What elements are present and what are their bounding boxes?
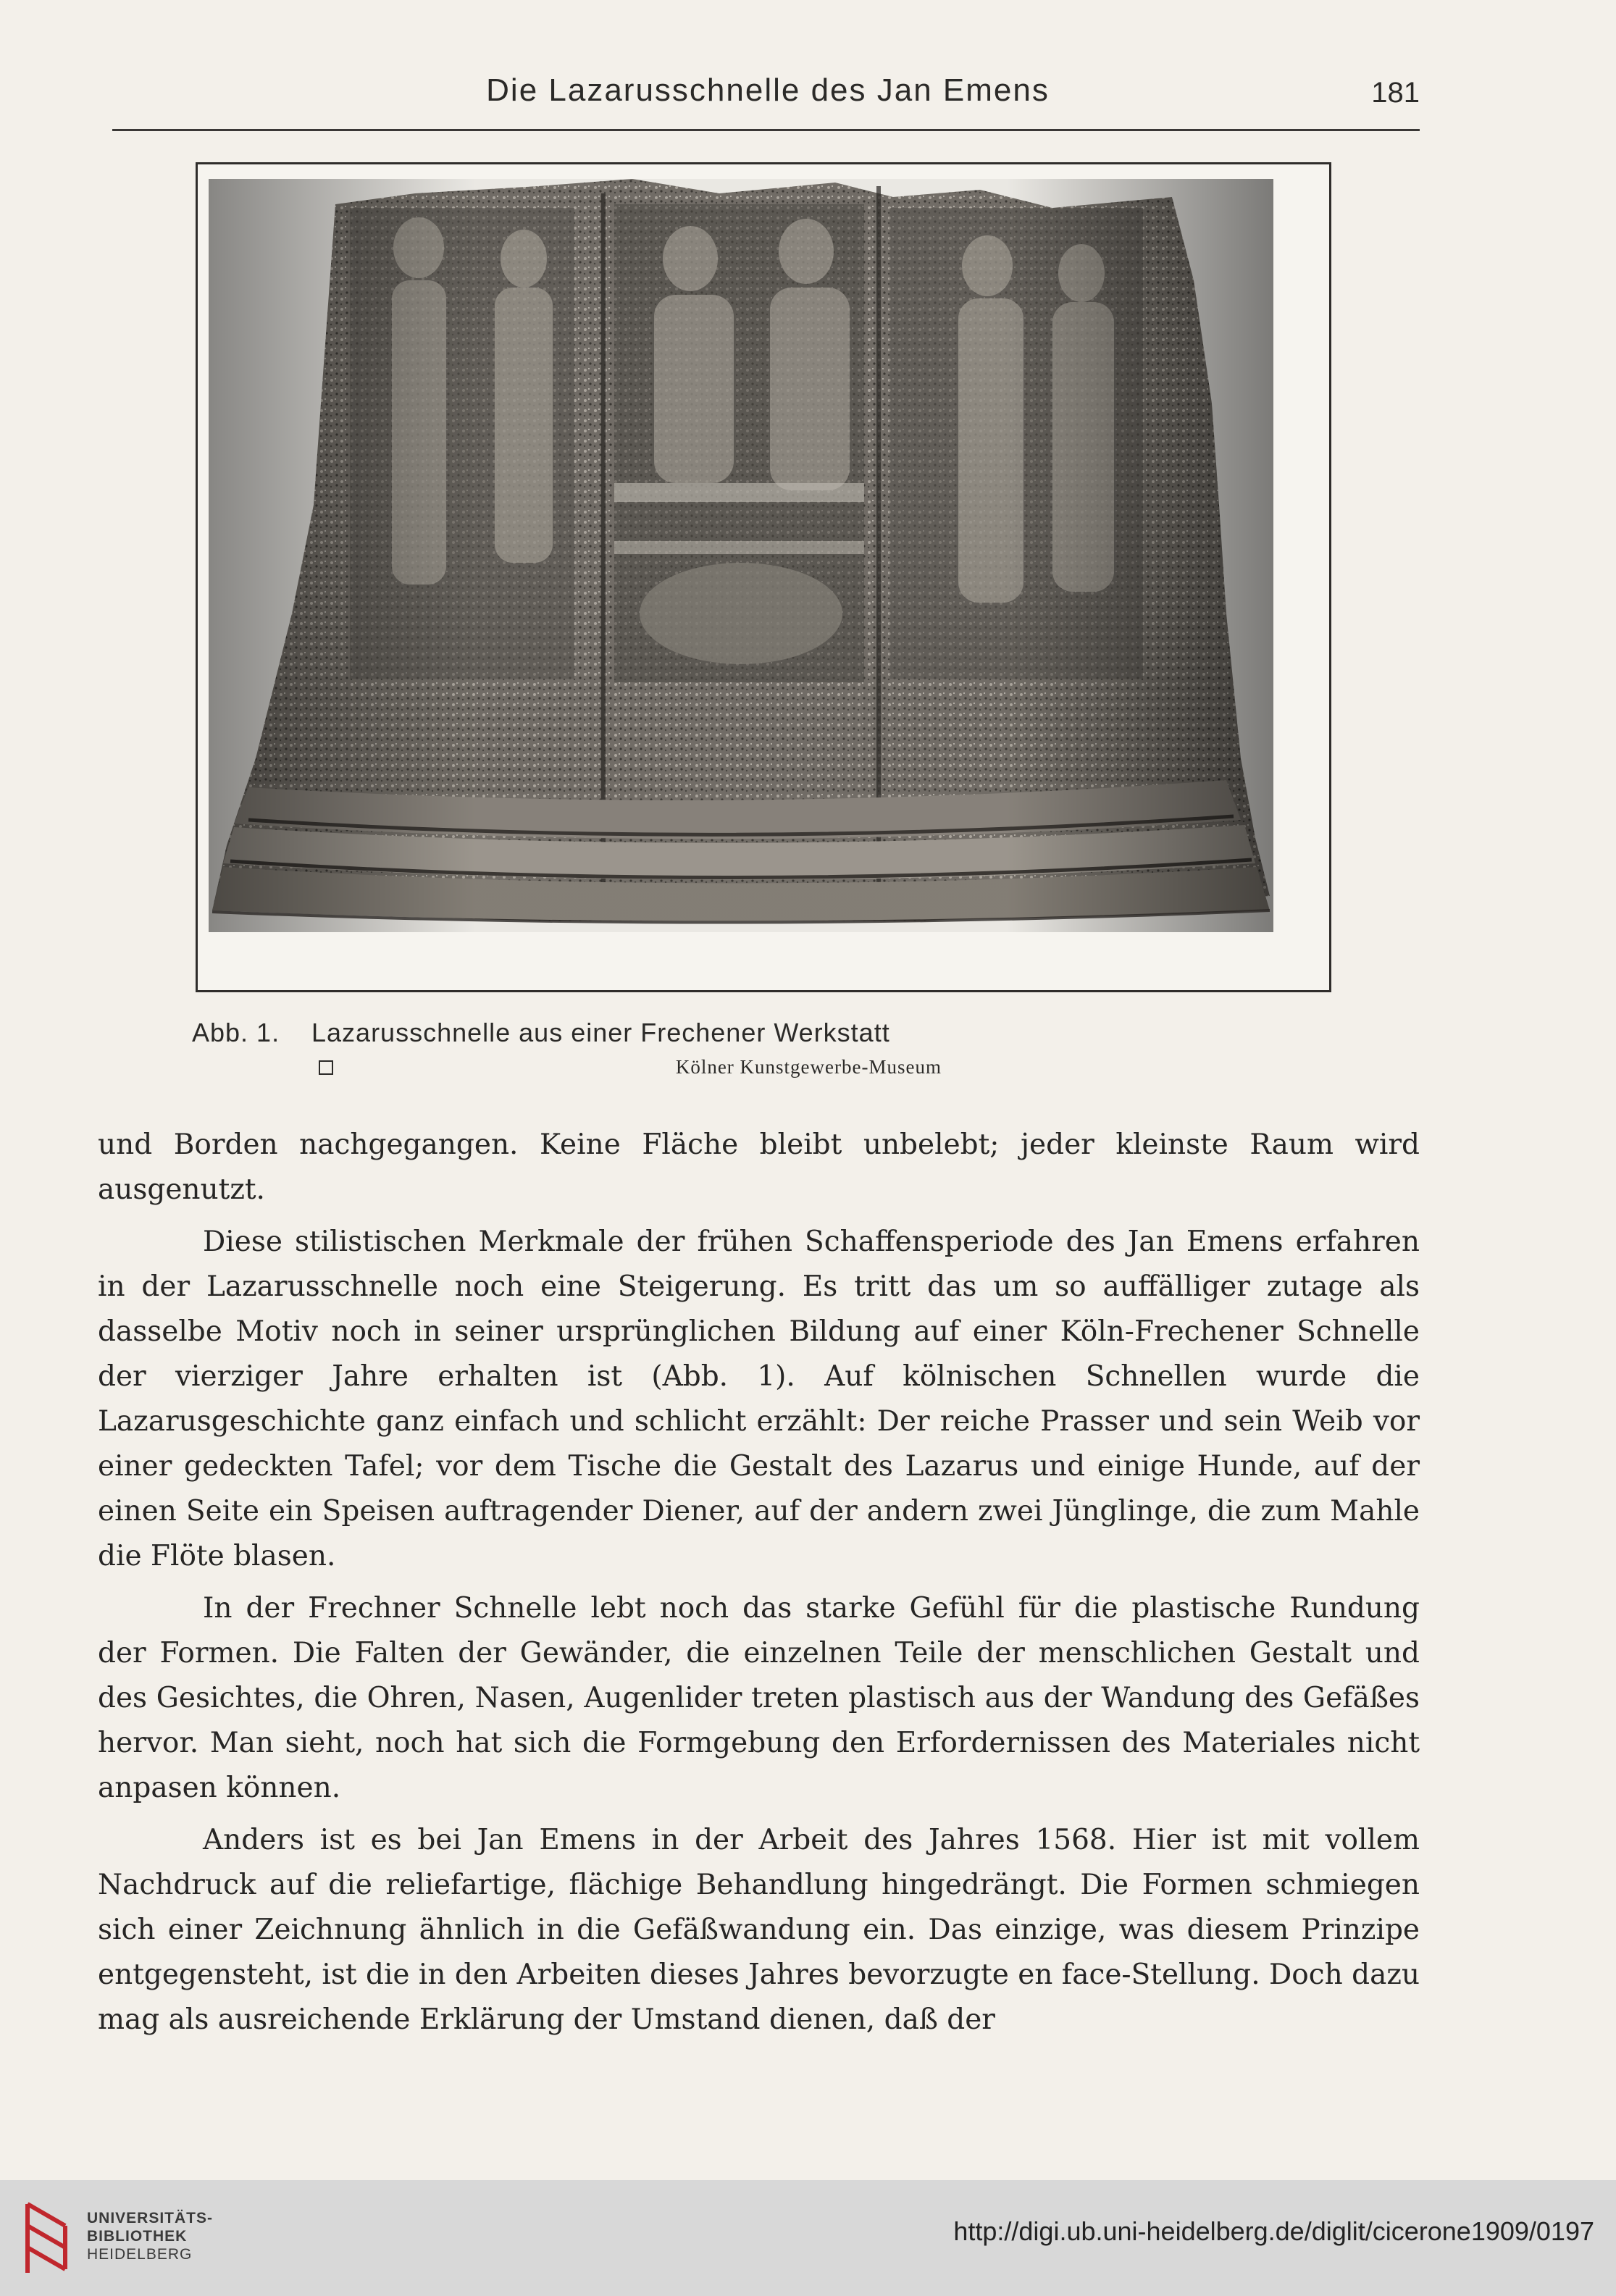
university-library-logo-icon: [22, 2200, 80, 2280]
paragraph: Diese stilistischen Merkmale der frühen Schaffensperiode des Jan Emens erfahren in der Lazarusschnelle noch eine Steigerung. Es tritt das um so auffälliger zutage als dasselbe Motiv noch in seiner ursprünglichen Bildung auf einer Köln-Frechener Schnelle der vierziger Jahre erhalten ist (Abb. 1). Auf kölnischen Schnellen wurde die Lazarusgeschichte ganz einfach und schlicht erzählt: Der reiche Prasser und sein Weib vor einer gedeckten Tafel; vor dem Tische die Gestalt des Lazarus und einige Hunde, auf der einen Seite ein Speisen auftragender Diener, auf der andern zwei Jünglinge, die zum Mahle die Flöte blasen.: [98, 1225, 1420, 1572]
logo-line: UNIVERSITÄTS-: [87, 2210, 214, 2226]
running-title: Die Lazarusschnelle des Jan Emens: [486, 72, 1050, 108]
library-footer: [0, 2180, 1616, 2296]
caption-credit-row: [319, 1056, 942, 1085]
logo-line: HEIDELBERG: [87, 2246, 193, 2263]
square-marker-icon: [319, 1060, 333, 1075]
logo-line: BIBLIOTHEK: [87, 2228, 188, 2245]
library-logo-text: [87, 2209, 213, 2263]
paragraph: und Borden nachgegangen. Keine Fläche bleibt unbelebt; jeder kleinste Raum wird ausgenutzt.: [98, 1128, 1420, 1206]
running-head: [116, 72, 1420, 117]
caption-credit: Kölner Kunstgewerbe-Museum: [675, 1056, 942, 1078]
source-url-link[interactable]: http://digi.ub.uni-heidelberg.de/diglit/cicerone1909/0197: [953, 2216, 1594, 2246]
figure-caption: [192, 1018, 945, 1048]
paragraph: Anders ist es bei Jan Emens in der Arbeit des Jahres 1568. Hier ist mit vollem Nachdruck auf die reliefartige, flächige Behandlung hingedrängt. Die Formen schmiegen sich einer Zeichnung ähnlich in die Gefäßwandung ein. Das einzige, was diesem Prinzipe entgegensteht, ist die in den Arbeiten dieses Jahres bevorzugte en face-Stellung. Doch dazu mag als ausreichende Erklärung der Umstand dienen, daß der: [98, 1824, 1420, 2036]
caption-label: Abb. 1.: [192, 1018, 280, 1047]
header-rule: [112, 129, 1420, 131]
figure-frame: [196, 162, 1331, 992]
stoneware-jug-photograph: [198, 164, 1329, 990]
page-number: 181: [1371, 77, 1420, 109]
caption-text: Lazarusschnelle aus einer Frechener Werkstatt: [311, 1018, 890, 1047]
body-text: [98, 1123, 1420, 2042]
paragraph: In der Frechner Schnelle lebt noch das starke Gefühl für die plastische Rundung der Formen. Die Falten der Gewänder, die einzelnen Teile der menschlichen Gestalt und des Gesichtes, die Ohren, Nasen, Augenlider treten plastisch aus der Wandung des Gefäßes hervor. Man sieht, noch hat sich die Formgebung den Erfordernissen des Materiales nicht anpasen können.: [98, 1592, 1420, 1804]
